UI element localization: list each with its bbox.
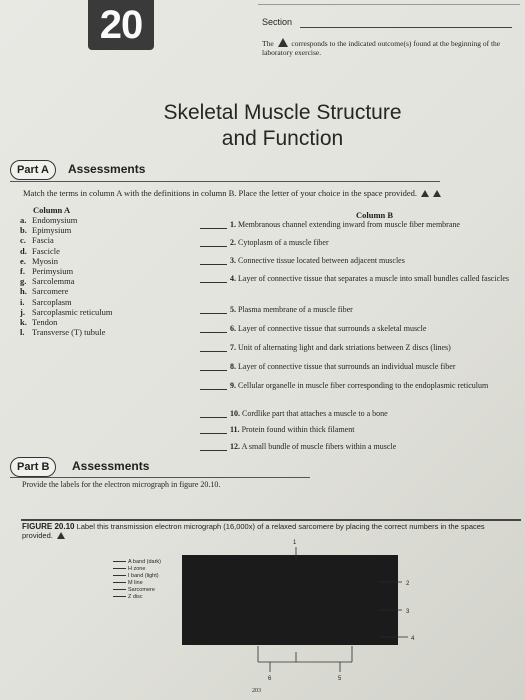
callout-1: 1 [293, 540, 297, 546]
lab-number: 20 [99, 2, 143, 47]
callout-5: 5 [338, 676, 342, 682]
lab-worksheet-page: 20 Section The corresponds to the indicated outcome(s) found at the beginning of the laboratory exercise. Skeletal Muscle Structure and Function Part A Assessments Match the terms in column A with the definitions in column B. Place the letter of your choice in the space provided. Column A Column B a. Endomysium b. Epimysium c. Fascia d. Fascicle e. Myosin f. Perimysium g. Sarcolemma h. Sarcomere i. Sarcoplasm j. Sarcoplasmic reticulum k. Tendon l. Transverse (T) tubule 1. Membranous channel extending inward from muscle fiber membrane 2. Cytoplasm of a muscle fiber 3. Connective tissue located between adjacent muscles 4. Layer of connective tissue that separates a muscle into small bundles called fascicles 5. Plasma membrane of a muscle fiber 6. Layer of connective tissue that surrounds a skeletal muscle 7. Unit of alternating light and dark striations between Z discs (lines) 8. Layer of connective tissue that surrounds an individual muscle fiber 9. Cellular organelle in muscle fiber corresponding to the endoplasmic reticulum 10. Cordlike part that attaches a muscle to a bone 11. Protein found within thick filament 12. A small bundle of muscle fibers within a muscle Part B Assessments Provide the labels for the electron micrograph in figure 20.10. FIGURE 20.10 Label this transmission electron micrograph (16,000x) of a relaxed sarcomere by placing the correct numbers in the spaces provided. A band (dark) H zone I band (light) M line Sarcomere Z disc 1 2 3 4 5 6 203 [0, 0, 525, 700]
column-a-item: h. Sarcomere [20, 286, 69, 297]
legend-item: M line [113, 580, 183, 587]
legend-item: Z disc [113, 594, 183, 601]
column-a-item: e. Myosin [20, 255, 58, 266]
figure-caption-text: Label this transmission electron micrograph (16,000x) of a relaxed sarcomere by placing the correct numbers in the spaces provided. [22, 522, 485, 540]
legend-item: A band (dark) [113, 559, 183, 566]
page-number: 203 [252, 688, 261, 694]
column-a-item: c. Fascia [20, 235, 54, 246]
outcome-note-post: corresponds to the indicated outcome(s) found at the beginning of the laboratory exercise. [262, 39, 501, 57]
legend-item: Sarcomere [113, 587, 183, 594]
column-a-item: b. Epimysium [20, 225, 72, 236]
callout-3: 3 [406, 609, 410, 615]
column-a-item: i. Sarcoplasm [20, 296, 72, 307]
figure-label: FIGURE 20.10 [22, 522, 75, 531]
outcome-note-pre: The [262, 39, 274, 48]
column-b-heading: Column B [356, 210, 394, 220]
column-a-heading: Column A [33, 205, 71, 215]
title-line-2: and Function [221, 127, 344, 150]
column-a-item: j. Sarcoplasmic reticulum [20, 306, 113, 317]
callout-4: 4 [411, 636, 415, 642]
column-a-item: a. Endomysium [20, 215, 78, 225]
part-a-assessments: Assessments [68, 162, 146, 176]
legend-item: I band (light) [113, 573, 183, 580]
part-b-assessments: Assessments [72, 459, 150, 473]
legend-item: H zone [113, 566, 183, 573]
callout-2: 2 [406, 581, 410, 587]
column-a-item: g. Sarcolemma [20, 276, 75, 287]
part-b-pill: Part B [10, 457, 56, 477]
title-line-1: Skeletal Muscle Structure [163, 101, 402, 124]
part-a-pill: Part A [10, 160, 56, 180]
part-b-instructions: Provide the labels for the electron micrograph in figure 20.10. [22, 480, 221, 489]
column-a-item: d. Fascicle [20, 245, 60, 256]
callout-6: 6 [268, 676, 272, 682]
column-a-item: f. Perimysium [20, 265, 74, 276]
column-a-item: k. Tendon [20, 316, 58, 327]
section-label: Section [262, 17, 293, 27]
column-a-item: l. Transverse (T) tubule [20, 327, 106, 338]
part-a-instructions-text: Match the terms in column A with the definitions in column B. Place the letter of your choice in the space provided. [23, 188, 417, 198]
